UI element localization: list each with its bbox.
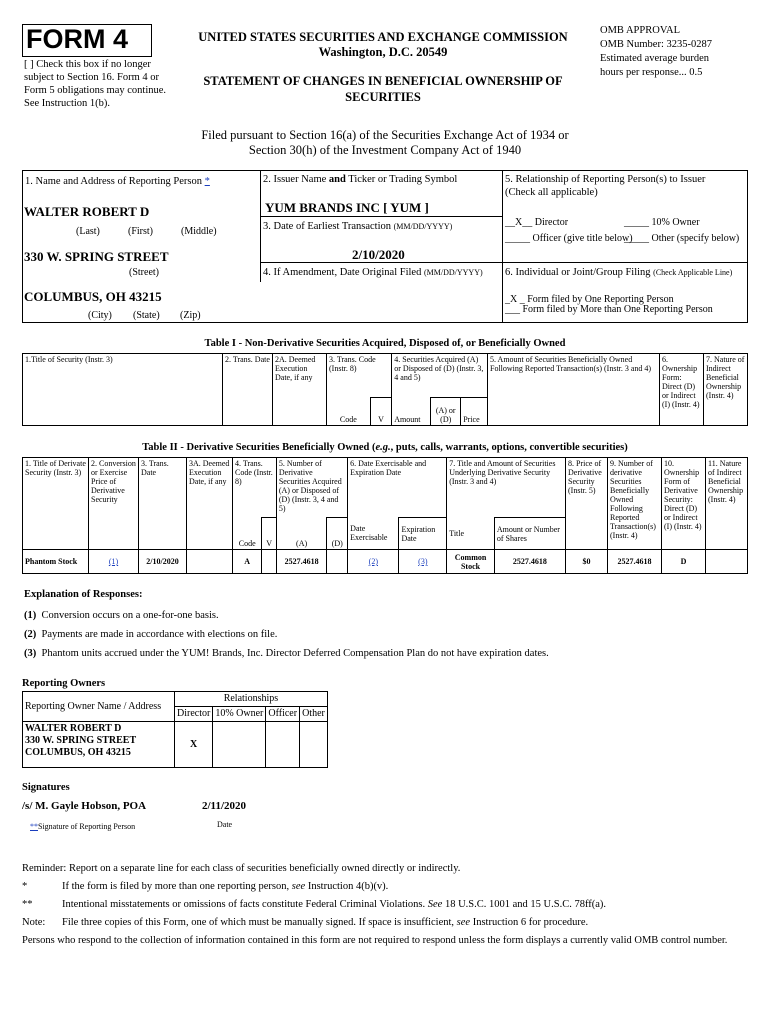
t1-col-securities: 4. Securities Acquired (A) or Disposed of (D) (Instr. 3, 4 and 5)	[392, 354, 488, 398]
director-check: __X__ Director	[505, 217, 569, 228]
statement-title-line2: SECURITIES	[345, 90, 421, 104]
t2-col-underlying: 7. Title and Amount of Securities Underlying Derivative Security (Instr. 3 and 4)	[447, 458, 566, 518]
street-value: 330 W. SPRING STREET	[24, 249, 169, 264]
owner-name-header: Reporting Owner Name / Address	[23, 692, 175, 722]
t2-col-number: 5. Number of Derivative Securities Acquired (A) or Disposed of (D) (Instr. 3, 4 and 5)	[276, 458, 347, 518]
issuer-name: YUM BRANDS INC [ YUM ]	[265, 200, 429, 215]
relationships-header: Relationships	[175, 692, 328, 707]
earliest-transaction-date: 2/10/2020	[352, 247, 405, 262]
t2-amount: Amount or Number of Shares	[494, 518, 565, 550]
reminder-text: Reminder: Report on a separate line for each class of securities beneficially owned directly or indirectly.	[22, 863, 461, 874]
t2-row-v	[262, 550, 276, 574]
box4-label: 4. If Amendment, Date Original Filed (MM/DD/YYYY)	[263, 267, 483, 278]
t1-price: Price	[461, 398, 488, 426]
sec-title-line1: UNITED STATES SECURITIES AND EXCHANGE COMMISSION	[198, 30, 568, 44]
t2-row-exp	[399, 550, 447, 574]
date-label: Date	[217, 820, 233, 829]
t2-col-nature: 11. Nature of Indirect Beneficial Ownership (Instr. 4)	[706, 458, 748, 550]
officer-header: Officer	[266, 707, 300, 722]
first-label: (First)	[128, 226, 153, 237]
t1-col-ownership-form: 6. Ownership Form: Direct (D) or Indirect (I) (Instr. 4)	[660, 354, 704, 426]
signatures-title: Signatures	[22, 782, 70, 793]
box2-label: 2. Issuer Name and Ticker or Trading Symbol	[263, 174, 458, 185]
t2-row-nature	[706, 550, 748, 574]
city-value: COLUMBUS, OH 43215	[24, 289, 162, 304]
t2-row-date: 2/10/2020	[139, 550, 187, 574]
footnote-2-link[interactable]: (2)	[368, 557, 378, 566]
t2-col-owned: 9. Number of derivative Securities Beneficially Owned Following Reported Transaction(s) (Instr. 4)	[608, 458, 662, 550]
t2-row-deemed	[187, 550, 233, 574]
double-star-mark: **	[22, 899, 33, 910]
t2-title: Title	[447, 518, 495, 550]
city-label: (City)	[88, 310, 112, 321]
explanation-item-3: (3) Phantom units accrued under the YUM! Brands, Inc. Director Deferred Compensation Plan do not have expiration dates.	[24, 648, 549, 659]
reporting-owners-table	[22, 691, 328, 768]
sec-title	[178, 30, 588, 60]
other-check: _____ Other (specify below)	[624, 233, 740, 244]
t2-v: V	[262, 518, 276, 550]
t2-date-ex: Date Exercisable	[348, 518, 399, 550]
no-longer-subject-checkbox-text: [ ] Check this box if no longer subject to Section 16. Form 4 or Form 5 obligations may continue. See Instruction 1(b).	[24, 59, 167, 109]
owner-name-line2: 330 W. SPRING STREET	[25, 735, 137, 746]
table2	[22, 457, 748, 574]
signer-name: /s/ M. Gayle Hobson, POA	[22, 800, 147, 812]
t2-row-price: $0	[566, 550, 608, 574]
t2-col-date-exercisable: 6. Date Exercisable and Expiration Date	[348, 458, 447, 518]
omb-line2: OMB Number: 3235-0287	[600, 39, 712, 50]
other-mark	[300, 722, 328, 768]
ten-percent-owner-mark	[213, 722, 266, 768]
note-label: Note:	[22, 917, 46, 928]
filed-pursuant	[150, 128, 620, 158]
sec-title-line2: Washington, D.C. 20549	[318, 45, 448, 59]
filed-by-more-check: ___ Form filed by More than One Reporting Person	[505, 304, 713, 315]
t2-col-conversion: 2. Conversion or Exercise Price of Derivative Security	[89, 458, 139, 550]
explanation-item-1: (1) Conversion occurs on a one-for-one basis.	[24, 610, 219, 621]
owner-name-line1: WALTER ROBERT D	[25, 723, 122, 734]
t2-row-code: A	[233, 550, 262, 574]
t1-col-trans-date: 2. Trans. Date	[223, 354, 273, 426]
other-header: Other	[300, 707, 328, 722]
box3-label: 3. Date of Earliest Transaction (MM/DD/YYYY)	[263, 221, 453, 232]
box1-footnote-link[interactable]: *	[204, 176, 210, 187]
table1-title: Table I - Non-Derivative Securities Acquired, Disposed of, or Beneficially Owned	[204, 338, 566, 349]
t1-a-or-d: (A) or (D)	[431, 398, 461, 426]
officer-mark	[266, 722, 300, 768]
box6-label: 6. Individual or Joint/Group Filing (Check Applicable Line)	[505, 267, 733, 278]
t2-row-price-cell	[89, 550, 139, 574]
footnote-3-link[interactable]: (3)	[418, 557, 428, 566]
ten-percent-owner-header: 10% Owner	[213, 707, 266, 722]
ten-percent-owner-check: _____ 10% Owner	[624, 217, 700, 228]
state-label: (State)	[133, 310, 160, 321]
zip-label: (Zip)	[180, 310, 201, 321]
form-title: FORM 4	[26, 24, 129, 54]
t2-d: (D)	[327, 518, 348, 550]
filed-by-one-check: _X _ Form filed by One Reporting Person	[505, 294, 674, 305]
t1-code: Code	[327, 398, 371, 426]
director-mark: X	[175, 722, 213, 768]
omb-approval	[600, 24, 760, 80]
omb-line4: hours per response... 0.5	[600, 67, 703, 78]
t2-col-title: 1. Title of Derivate Security (Instr. 3)	[23, 458, 89, 550]
box1-label: 1. Name and Address of Reporting Person *	[25, 176, 210, 187]
t2-a: (A)	[276, 518, 326, 550]
table-row	[23, 722, 328, 768]
t2-row-a: 2527.4618	[276, 550, 326, 574]
t2-col-deemed-date: 3A. Deemed Execution Date, if any	[187, 458, 233, 550]
explanation-item-2: (2) Payments are made in accordance with elections on file.	[24, 629, 278, 640]
owner-name-line3: COLUMBUS, OH 43215	[25, 747, 131, 758]
table2-title: Table II - Derivative Securities Beneficially Owned (e.g., puts, calls, warrants, options, convertible securities)	[142, 442, 628, 453]
t2-row-date-ex	[348, 550, 399, 574]
filed-line2: Section 30(h) of the Investment Company Act of 1940	[248, 143, 522, 157]
double-star-text: Intentional misstatements or omissions of facts constitute Federal Criminal Violations. See 18 U.S.C. 1001 and 15 U.S.C. 78ff(a).	[62, 899, 607, 910]
omb-line3: Estimated average burden	[600, 53, 710, 64]
box5-label: 5. Relationship of Reporting Person(s) to Issuer (Check all applicable)	[505, 174, 706, 198]
t2-exp: Expiration Date	[399, 518, 447, 550]
t1-col-amount-owned: 5. Amount of Securities Beneficially Owned Following Reported Transaction(s) (Instr. 3 and 4)	[488, 354, 660, 426]
last-label: (Last)	[76, 226, 100, 237]
persons-notice: Persons who respond to the collection of information contained in this form are not required to respond unless the form displays a currently valid OMB control number.	[22, 935, 728, 946]
t2-row-title: Common Stock	[447, 550, 495, 574]
t1-col-trans-code: 3. Trans. Code (Instr. 8)	[327, 354, 392, 398]
t2-code: Code	[233, 518, 262, 550]
t1-col-title: 1.Title of Security (Instr. 3)	[23, 354, 223, 426]
t1-amount: Amount	[392, 398, 431, 426]
filed-line1: Filed pursuant to Section 16(a) of the Securities Exchange Act of 1934 or	[201, 128, 569, 142]
omb-line1: OMB APPROVAL	[600, 25, 681, 36]
street-label: (Street)	[129, 267, 159, 278]
signature-date: 2/11/2020	[202, 800, 247, 812]
t2-col-trans-code: 4. Trans. Code (Instr. 8)	[233, 458, 277, 518]
middle-label: (Middle)	[181, 226, 217, 237]
star-mark: *	[22, 881, 28, 892]
t2-row-owned: 2527.4618	[608, 550, 662, 574]
statement-title	[178, 73, 588, 105]
officer-check: _____ Officer (give title below)	[505, 233, 633, 244]
t1-v: V	[370, 398, 392, 426]
t2-row-security: Phantom Stock	[23, 550, 89, 574]
reporting-person-name: WALTER ROBERT D	[24, 204, 150, 219]
star-text: If the form is filed by more than one reporting person, see Instruction 4(b)(v).	[62, 881, 389, 892]
table1	[22, 353, 748, 426]
statement-title-line1: STATEMENT OF CHANGES IN BENEFICIAL OWNERSHIP OF	[203, 74, 563, 88]
t1-col-nature: 7. Nature of Indirect Beneficial Ownership (Instr. 4)	[704, 354, 748, 426]
t2-col-price: 8. Price of Derivative Security (Instr. 5)	[566, 458, 608, 550]
t2-col-trans-date: 3. Trans. Date	[139, 458, 187, 550]
footnote-1-link[interactable]: (1)	[108, 557, 119, 566]
note-text: File three copies of this Form, one of which must be manually signed. If space is insufficient, see Instruction 6 for procedure.	[62, 917, 589, 928]
table-row	[23, 550, 748, 574]
director-header: Director	[175, 707, 213, 722]
signature-footnote-link[interactable]: **	[30, 822, 38, 831]
t2-row-shares: 2527.4618	[494, 550, 565, 574]
t1-col-deemed-date: 2A. Deemed Execution Date, if any	[273, 354, 327, 426]
t2-row-d	[327, 550, 348, 574]
owner-name-cell	[23, 722, 175, 768]
t2-col-form: 10. Ownership Form of Derivative Security: Direct (D) or Indirect (I) (Instr. 4)	[662, 458, 706, 550]
reporting-owners-title: Reporting Owners	[22, 678, 106, 689]
t2-row-form: D	[662, 550, 706, 574]
signature-label: **Signature of Reporting Person	[30, 822, 136, 831]
explanation-title: Explanation of Responses:	[24, 589, 143, 600]
